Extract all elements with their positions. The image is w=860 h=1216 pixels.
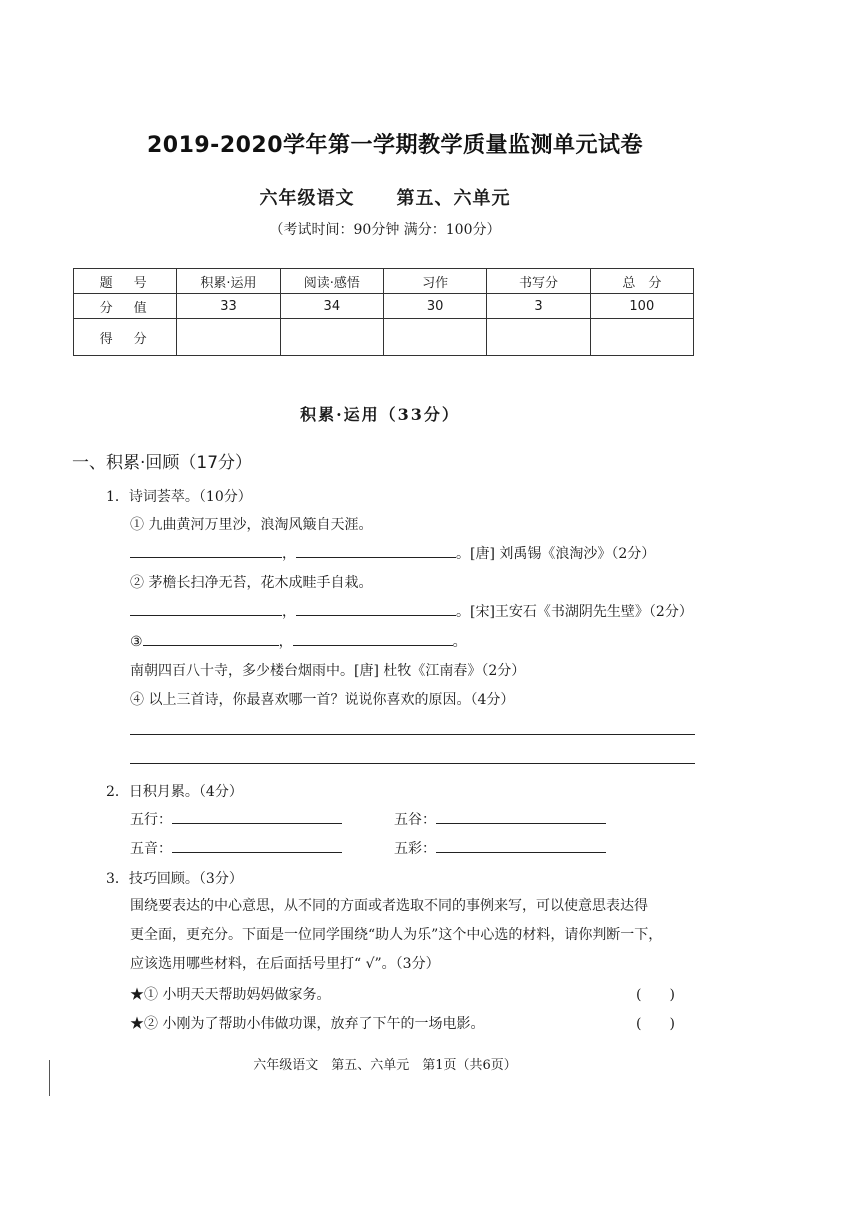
q3-paragraph: 更全面，更充分。下面是一位同学围绕“助人为乐”这个中心选的材料，请你判断一下， [130,927,663,943]
score-table-values-row [74,294,694,319]
score-cell[interactable] [177,319,280,356]
answer-blank[interactable] [172,838,342,853]
part-one-title: 一、积累·回顾（17分） [72,453,253,473]
exam-info: （考试时间：90分钟 满分：100分） [269,222,501,238]
table-row-label: 得 分 [74,319,177,356]
q2-wugu [394,809,606,829]
answer-blank[interactable] [130,543,282,558]
page-footer: 六年级语文 第五、六单元 第1页（共6页） [253,1058,517,1073]
q1-item4: ④ 以上三首诗，你最喜欢哪一首？说说你喜欢的原因。（4分） [130,692,515,708]
q3-paragraph: 应该选用哪些材料，在后面括号里打“ √”。（3分） [130,956,440,972]
q3-paragraph: 围绕要表达的中心意思，从不同的方面或者选取不同的事例来写，可以使意思表达得 [130,898,648,914]
q2-wuyin [130,838,342,858]
q1-title: 1．诗词荟萃。（10分） [106,489,252,505]
table-header-cell: 习作 [383,269,486,294]
q1-item3-answer-line [130,631,467,651]
q3-option: ★① 小明天天帮助妈妈做家务。 [130,987,331,1003]
q1-item1-answer-line [130,543,655,563]
answer-blank[interactable] [293,631,453,646]
answer-blank[interactable] [296,543,456,558]
table-cell: 30 [383,294,486,319]
q3-title: 3．技巧回顾。（3分） [106,871,243,887]
q2-label: 五彩： [394,841,436,857]
units: 第五、六单元 [396,188,511,209]
q1-item2-source: 。[宋]王安石《书湖阴先生壁》（2分） [456,604,693,620]
score-cell[interactable] [383,319,486,356]
q1-item1-source: 。[唐] 刘禹锡《浪淘沙》（2分） [456,546,656,562]
score-cell[interactable] [280,319,383,356]
q1-item2: ② 茅檐长扫净无苔，花木成畦手自栽。 [130,575,373,591]
table-cell: 34 [280,294,383,319]
table-header-cell: 书写分 [487,269,590,294]
table-cell: 3 [487,294,590,319]
item3-end: 。 [452,634,467,650]
q2-label: 五谷： [394,812,436,828]
q2-label: 五行： [130,812,172,828]
comma: ， [282,604,296,620]
table-header-cell: 积累·运用 [177,269,280,294]
q1-item3-line: 南朝四百八十寺，多少楼台烟雨中。[唐] 杜牧《江南春》（2分） [130,663,526,679]
q2-wucai [394,838,606,858]
exam-subtitle [0,184,770,210]
score-table [73,268,694,356]
answer-line[interactable] [130,734,695,735]
comma: ， [278,634,293,650]
q2-title: 2．日积月累。（4分） [106,784,243,800]
answer-blank[interactable] [130,601,282,616]
score-cell[interactable] [590,319,693,356]
q2-label: 五音： [130,841,172,857]
answer-parentheses[interactable]: ( ) [636,1016,675,1032]
score-cell[interactable] [487,319,590,356]
answer-blank[interactable] [143,631,279,646]
table-cell: 100 [590,294,693,319]
table-row-label: 分 值 [74,294,177,319]
table-header-cell: 题 号 [74,269,177,294]
answer-blank[interactable] [436,809,606,824]
table-header-cell: 阅读·感悟 [280,269,383,294]
answer-blank[interactable] [436,838,606,853]
q2-wuxing [130,809,342,829]
binding-margin-mark [49,1060,50,1096]
answer-parentheses[interactable]: ( ) [636,987,675,1003]
answer-line[interactable] [130,763,695,764]
item3-marker: ③ [130,634,143,650]
q1-item2-answer-line [130,601,693,621]
answer-blank[interactable] [296,601,456,616]
score-table-score-row [74,319,694,356]
table-header-cell: 总 分 [590,269,693,294]
exam-title: 2019-2020学年第一学期教学质量监测单元试卷 [146,133,644,158]
score-table-header-row [74,269,694,294]
comma: ， [282,546,296,562]
q3-option: ★② 小刚为了帮助小伟做功课，放弃了下午的一场电影。 [130,1016,485,1032]
section-title: 积累·运用（33分） [300,405,460,424]
grade-subject: 六年级语文 [259,188,355,209]
q1-item1: ① 九曲黄河万里沙，浪淘风簸自天涯。 [130,517,373,533]
answer-blank[interactable] [172,809,342,824]
table-cell: 33 [177,294,280,319]
